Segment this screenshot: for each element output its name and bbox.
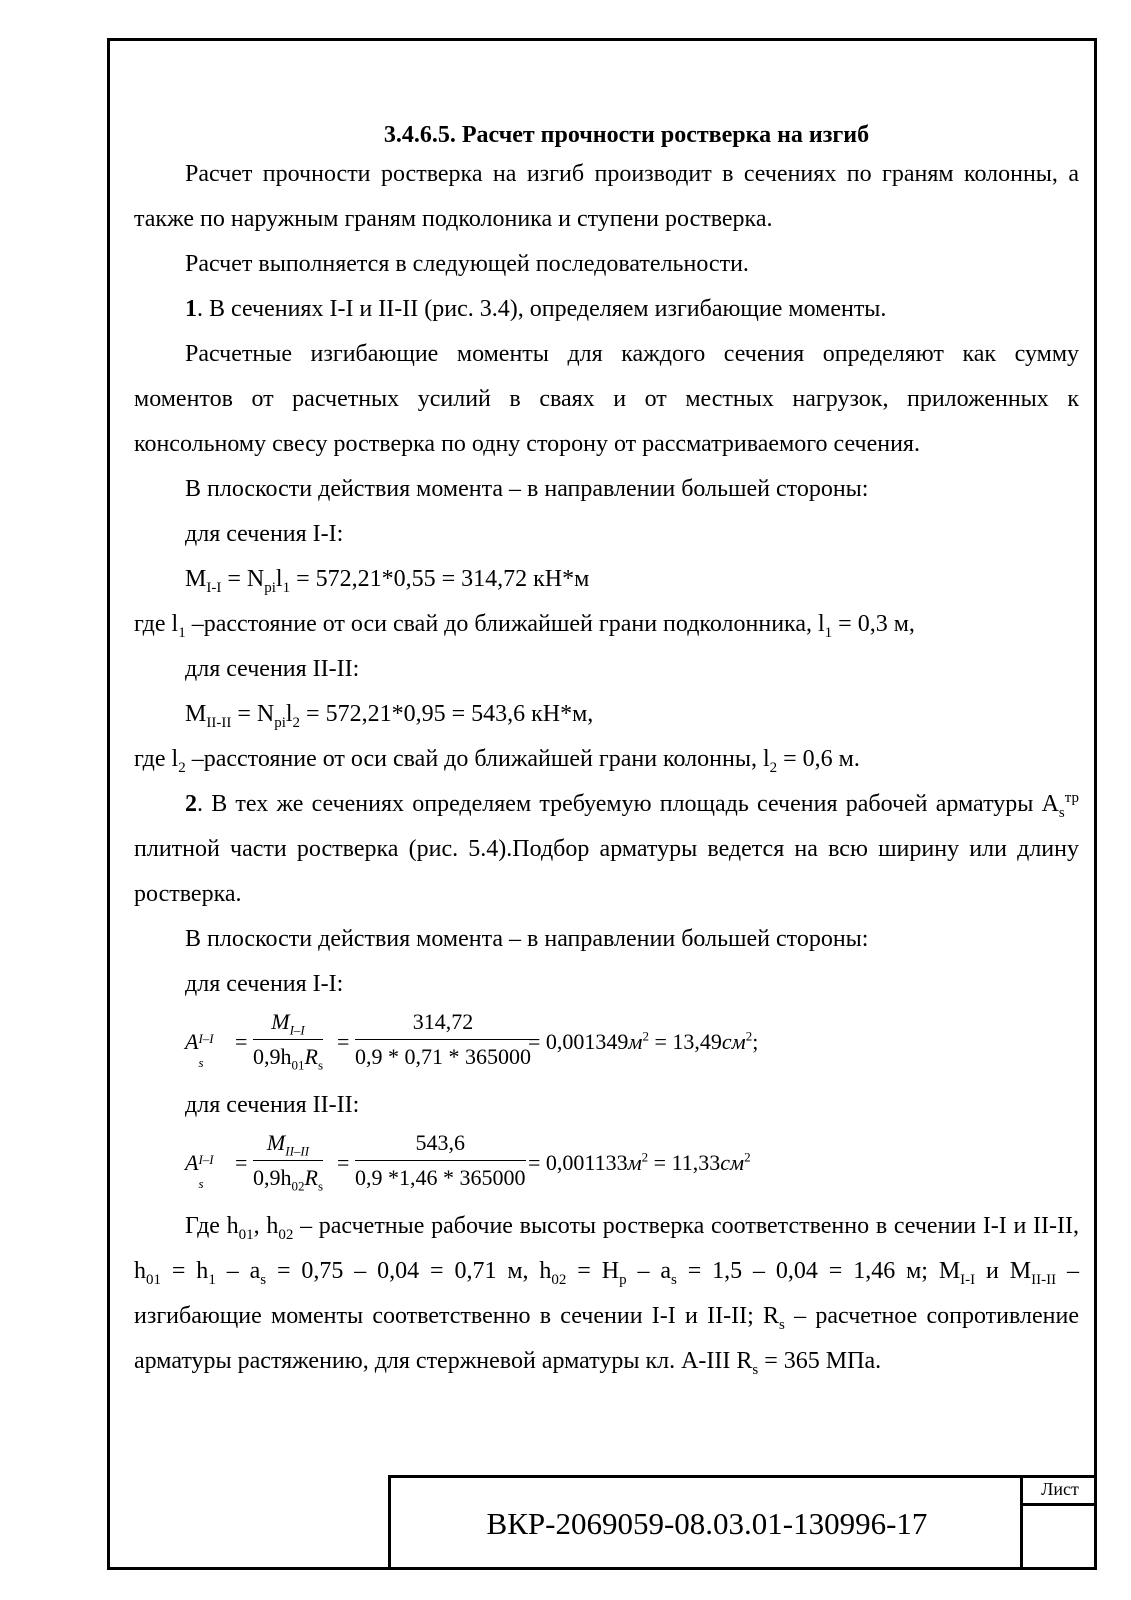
text: . В тех же сечениях определяем требуемую площадь сечения рабочей арматуры A — [197, 791, 1059, 817]
sub: 1 — [824, 624, 833, 641]
s: s — [670, 1271, 677, 1288]
f-unit: см — [721, 1029, 746, 1054]
paragraph — [134, 737, 1079, 782]
numerator: 314,72 — [355, 1007, 531, 1040]
equals-sign: = — [235, 1029, 248, 1054]
paragraph: для сечения I-I: — [185, 521, 344, 547]
eq-text: = 572,21*0,95 = 543,6 кН*м, — [300, 701, 594, 727]
f-text: 11,33 — [671, 1150, 721, 1175]
f-text: 0,9h — [253, 1044, 292, 1069]
equals-sign: = — [337, 1150, 350, 1175]
fraction — [253, 1128, 323, 1193]
numerator: 543,6 — [355, 1128, 526, 1161]
eq-text: l — [285, 701, 293, 727]
step-number: 1 — [185, 296, 197, 322]
document-body — [134, 118, 1079, 1384]
s: s — [752, 1361, 759, 1378]
paragraph: для сечения II-II: — [185, 1092, 360, 1118]
t: – расчетные рабочие высоты ростверка соответственно в сечении I-I и II-II, h — [134, 1213, 1080, 1284]
text: –расстояние от оси свай до ближайшей грани подколонника, l — [185, 611, 825, 637]
paragraph — [134, 602, 1079, 647]
f-unit: м — [628, 1029, 643, 1054]
step-number: 2 — [185, 791, 197, 817]
f-sub: II–II — [285, 1143, 310, 1159]
t: и M — [975, 1258, 1032, 1284]
f-text: R — [304, 1044, 318, 1069]
eq-text: = 572,21*0,55 = 314,72 кН*м — [290, 566, 590, 592]
f-text: M — [266, 1130, 286, 1155]
f-text: A — [185, 1029, 199, 1054]
paragraph — [134, 782, 1079, 917]
t: = 365 МПа. — [758, 1348, 882, 1374]
section-title: 3.4.6.5. Расчет прочности ростверка на изгиб — [383, 122, 870, 148]
t: = 0,75 – 0,04 = 0,71 м, h — [266, 1258, 552, 1284]
f-sub: I–I — [289, 1022, 305, 1038]
f-sub: s — [317, 1057, 324, 1073]
paragraph: Расчет выполняется в следующей последовательности. — [185, 251, 749, 277]
eq-sub: pi — [274, 714, 286, 731]
area-formula-2 — [185, 1128, 1079, 1204]
equals-sign: = — [337, 1029, 350, 1054]
fraction — [253, 1007, 323, 1072]
t: = 1,5 – 0,04 = 1,46 м; M — [676, 1258, 961, 1284]
eq-sub: 1 — [282, 579, 291, 596]
f-unit: м — [627, 1150, 642, 1175]
paragraph: для сечения I-I: — [185, 971, 344, 997]
f-text: 0,001349 — [545, 1029, 629, 1054]
denominator: 0,9 * 0,71 * 365000 — [355, 1044, 531, 1069]
f-text: 13,49 — [672, 1029, 722, 1054]
f-sub: s — [317, 1178, 324, 1194]
formula-result: = $0,001133м^2 = 11,33см^2$ — [528, 1149, 751, 1175]
t: – a — [215, 1258, 261, 1284]
t: = H — [566, 1258, 620, 1284]
s: s — [260, 1271, 267, 1288]
eq-sub: I-I — [206, 579, 222, 596]
text: = 0,6 м. — [777, 746, 860, 772]
eq-text: = N — [231, 701, 275, 727]
denominator — [253, 1040, 323, 1072]
f-text: 0,001133 — [545, 1150, 628, 1175]
fraction — [355, 1128, 526, 1193]
paragraph: Расчет прочности ростверка на изгиб производит в сечениях по граням колонны, а также по наружным граням подколоника и ступени ростверка. — [134, 161, 1079, 232]
s: 1 — [208, 1271, 216, 1288]
s: 01 — [146, 1271, 161, 1288]
moment-equation-1 — [134, 557, 1079, 602]
document-code: ВКР-2069059-08.03.01-130996-17 — [486, 1506, 928, 1541]
eq-text: M — [185, 701, 207, 727]
numerator — [253, 1007, 323, 1040]
paragraph: для сечения II-II: — [185, 656, 360, 682]
t: – a — [626, 1258, 671, 1284]
eq-text: M — [185, 566, 207, 592]
moment-equation-2 — [134, 692, 1079, 737]
eq-text: l — [275, 566, 283, 592]
formula-lhs: A I–I s — [185, 1150, 214, 1191]
s: 02 — [551, 1271, 567, 1288]
sub: 2 — [178, 759, 186, 776]
s: s — [779, 1316, 785, 1333]
sheet-box — [1020, 1475, 1097, 1570]
sub: 2 — [769, 759, 778, 776]
formula-result: = $0,001349м^2 = 13,49см^2$; — [528, 1028, 759, 1054]
s: I-I — [960, 1271, 976, 1288]
s: 02 — [278, 1226, 294, 1243]
equals-sign: = — [235, 1150, 248, 1175]
area-formula-1 — [185, 1007, 1079, 1083]
f-sub: 01 — [291, 1057, 305, 1073]
sup: тр — [1064, 790, 1079, 806]
f-text: A — [185, 1150, 199, 1175]
f-unit: см — [720, 1150, 745, 1175]
sheet-label: Лист — [1023, 1475, 1097, 1506]
denominator — [253, 1161, 323, 1193]
paragraph-text: . В сечениях I-I и II-II (рис. 3.4), определяем изгибающие моменты. — [197, 296, 887, 322]
eq-sub: pi — [264, 579, 276, 596]
denominator: 0,9 *1,46 * 365000 — [355, 1165, 526, 1190]
numerator — [253, 1128, 323, 1161]
f-text: ; — [752, 1029, 759, 1054]
paragraph — [134, 287, 1079, 332]
text: где l — [134, 746, 179, 772]
text: –расстояние от оси свай до ближайшей грани колонны, l — [185, 746, 770, 772]
t: , h — [253, 1213, 279, 1239]
f-text: M — [271, 1009, 290, 1034]
formula-lhs: A I–I s — [185, 1029, 214, 1070]
f-sub: 02 — [291, 1178, 305, 1194]
t: – изгибающие моменты соответственно в сечении I-I и II-II; R — [134, 1258, 1079, 1329]
s: II-II — [1031, 1271, 1057, 1288]
t: – расчетное сопротивление арматуры растяжению, для стержневой арматуры кл. A-III R — [134, 1303, 1079, 1374]
t: Где h — [185, 1213, 239, 1239]
f-text: 0,9h — [253, 1165, 292, 1190]
eq-text: = N — [221, 566, 265, 592]
paragraph — [134, 1204, 1079, 1384]
text: плитной части ростверка (рис. 5.4).Подбор арматуры ведется на всю ширину или длину ростверка. — [134, 836, 1079, 907]
eq-sub: II-II — [206, 714, 232, 731]
paragraph: В плоскости действия момента – в направлении большей стороны: — [185, 476, 869, 502]
t: = h — [161, 1258, 209, 1284]
s: 01 — [238, 1226, 254, 1243]
eq-sub: 2 — [292, 714, 301, 731]
sub: 1 — [178, 624, 186, 641]
text: где l — [134, 611, 179, 637]
s: p — [619, 1271, 627, 1288]
title-block-stamp — [388, 1475, 1097, 1570]
paragraph: Расчетные изгибающие моменты для каждого сечения определяют как сумму моментов от расчетных усилий в сваях и от местных нагрузок, приложенных к консольному свесу ростверка по одну сторону от рассматриваемого сечения. — [134, 341, 1079, 457]
paragraph: В плоскости действия момента – в направлении большей стороны: — [185, 926, 869, 952]
text: = 0,3 м, — [832, 611, 915, 637]
fraction — [355, 1007, 531, 1072]
sub: s — [1058, 804, 1065, 821]
f-text: R — [304, 1165, 318, 1190]
